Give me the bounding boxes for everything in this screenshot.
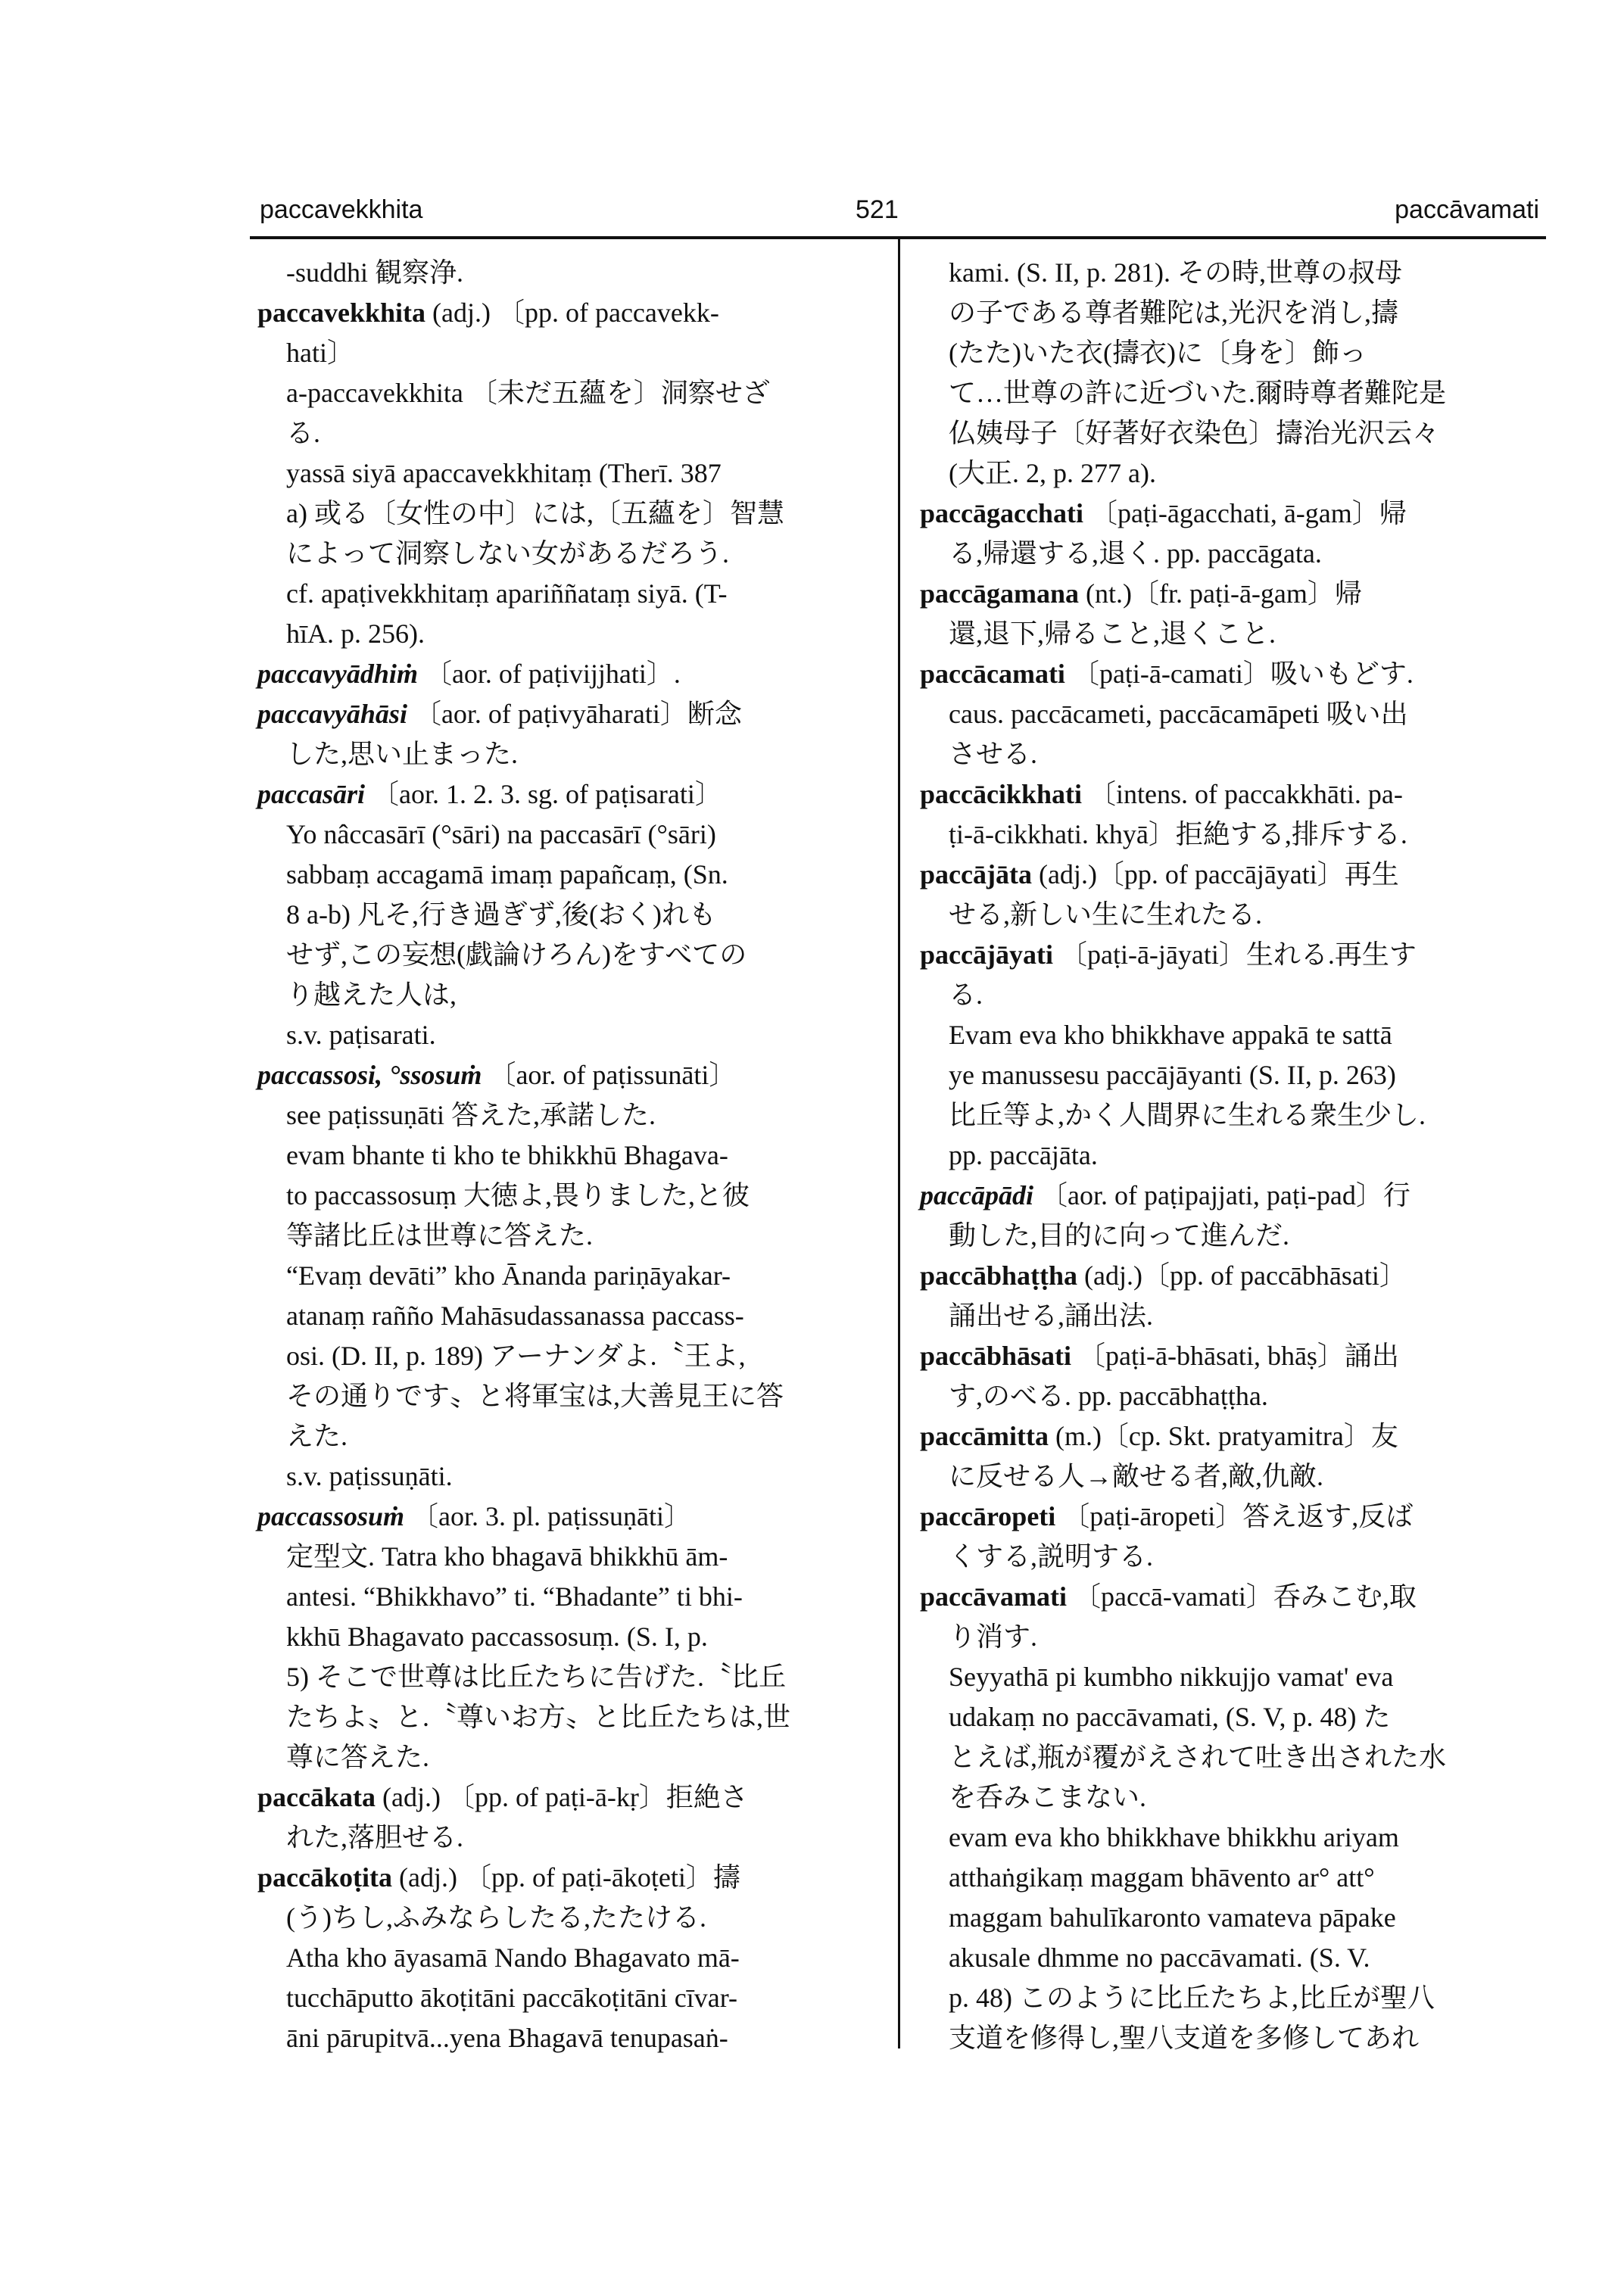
line-text: 〔paṭi-ā-jāyati〕生れる.再生す [1052, 939, 1417, 970]
headword: paccāgamana [920, 578, 1079, 609]
line-text: (う)ちし,ふみならしたる,たたける. [286, 1902, 706, 1933]
line-text: (adj.)〔pp. of paccājāyati〕再生 [1031, 859, 1399, 889]
line-text: 〔aor. of paṭissunāti〕 [482, 1060, 737, 1090]
line-text: 〔paccā-vamati〕呑みこむ,取 [1066, 1581, 1417, 1612]
text-line [920, 815, 1541, 855]
line-text: 8 a-b) 凡そ,行き過ぎず,後(おく)れも [286, 899, 716, 930]
line-text: kami. (S. II, p. 281). その時,世尊の叔母 [949, 257, 1402, 288]
line-text: atanaṃ rañño Mahāsudassanassa paccass- [286, 1301, 744, 1331]
line-text: to paccassosuṃ 大徳よ,畏りました,と彼 [286, 1180, 750, 1210]
line-text: udakaṃ no paccāvamati, (S. V, p. 48) た [949, 1702, 1391, 1732]
line-text: 誦出せる,誦出法. [949, 1301, 1154, 1331]
text-line [257, 413, 878, 453]
text-line [257, 494, 878, 534]
line-text: Atha kho āyasamā Nando Bhagavato mā- [286, 1943, 740, 1973]
text-line [920, 1617, 1541, 1657]
line-text: 〔aor. of paṭivyāharati〕断念 [407, 699, 742, 729]
line-text: (nt.)〔fr. paṭi-ā-gam〕帰 [1079, 578, 1362, 609]
line-text: 比丘等よ,かく人間界に生れる衆生少し. [949, 1100, 1426, 1130]
text-line [257, 373, 878, 413]
headword: paccājāyati [920, 939, 1053, 970]
text-line [920, 453, 1541, 494]
left-column [257, 253, 878, 2058]
text-line [257, 1376, 878, 1416]
line-text: s.v. paṭissuṇāti. [286, 1461, 453, 1491]
line-text: (たた)いた衣(擣衣)に〔身を〕飾っ [949, 338, 1367, 368]
text-line [257, 1737, 878, 1777]
line-text: 〔paṭi-āgacchati, ā-gam〕帰 [1083, 498, 1407, 528]
text-line [920, 1938, 1541, 1978]
line-text: 〔paṭi-ā-bhāsati, bhāṣ〕誦出 [1071, 1341, 1399, 1371]
headword: paccācikkhati [920, 779, 1083, 809]
text-line [257, 1577, 878, 1617]
entry-line [920, 1176, 1541, 1216]
entry-line [257, 293, 878, 333]
text-line [257, 1537, 878, 1577]
text-line [257, 1336, 878, 1376]
line-text: see paṭissuṇāti 答えた,承諾した. [286, 1100, 656, 1130]
line-text: hīA. p. 256). [286, 618, 425, 649]
headword: paccāvamati [920, 1581, 1067, 1612]
entry-line [920, 774, 1541, 815]
text-line [920, 2018, 1541, 2058]
text-line [920, 1898, 1541, 1938]
line-text: evam eva kho bhikkhave bhikkhu ariyam [949, 1822, 1399, 1852]
text-line [257, 574, 878, 614]
text-line [257, 1617, 878, 1657]
headword: paccājāta [920, 859, 1032, 889]
entry-line [920, 1577, 1541, 1617]
line-text: 〔paṭi-ā-camati〕吸いもどす. [1064, 659, 1414, 689]
text-line [920, 1737, 1541, 1777]
text-line [920, 1015, 1541, 1055]
line-text: せず,この妄想(戯論けろん)をすべての [286, 939, 747, 970]
line-text: ye manussesu paccājāyanti (S. II, p. 263) [949, 1060, 1396, 1090]
line-text: ṭi-ā-cikkhati. khyā〕拒絶する,排斥する. [949, 819, 1407, 849]
line-text: kkhū Bhagavato paccassosuṃ. (S. I, p. [286, 1622, 708, 1652]
text-line [920, 1858, 1541, 1898]
line-text: 尊に答えた. [286, 1742, 430, 1772]
line-text: a) 或る〔女性の中〕には,〔五蘊を〕智慧 [286, 498, 784, 528]
line-text: 5) そこで世尊は比丘たちに告げた.〝比丘 [286, 1662, 786, 1692]
line-text: Evam eva kho bhikkhave appakā te sattā [949, 1020, 1392, 1050]
line-text: を呑みこまない. [949, 1782, 1147, 1812]
text-line [257, 1296, 878, 1336]
headword: paccāmitta [920, 1421, 1049, 1451]
text-line [257, 1697, 878, 1737]
entry-line [257, 1497, 878, 1537]
text-line [257, 1657, 878, 1697]
text-line [920, 373, 1541, 413]
entry-line [920, 654, 1541, 694]
line-text: 等諸比丘は世尊に答えた. [286, 1220, 594, 1251]
line-text: 〔aor. 1. 2. 3. sg. of paṭisarati〕 [364, 779, 722, 809]
text-line [920, 1697, 1541, 1737]
line-text: pp. paccājāta. [949, 1140, 1098, 1170]
line-text: caus. paccācameti, paccācamāpeti 吸い出 [949, 699, 1408, 729]
text-line [920, 1095, 1541, 1136]
line-text: 支道を修得し,聖八支道を多修してあれ [949, 2023, 1420, 2053]
headword: paccāropeti [920, 1501, 1056, 1531]
headword: paccācamati [920, 659, 1065, 689]
headword: paccāgacchati [920, 498, 1083, 528]
headword: paccavekkhita [257, 298, 426, 328]
entry-line [257, 1055, 878, 1095]
text-line [920, 1657, 1541, 1697]
text-line [920, 1216, 1541, 1256]
line-text: s.v. paṭisarati. [286, 1020, 436, 1050]
text-line [920, 1456, 1541, 1497]
line-text: たちよ〟と.〝尊いお方〟と比丘たちは,世 [286, 1702, 791, 1732]
entry-line [257, 774, 878, 815]
text-line [257, 1978, 878, 2018]
entry-line [257, 1858, 878, 1898]
line-text: (adj.) 〔pp. of paccavekk- [425, 298, 719, 328]
line-text: させる. [949, 739, 1038, 769]
line-text: -suddhi 観察浄. [286, 257, 464, 288]
headword: paccābhāsati [920, 1341, 1072, 1371]
line-text: evam bhante ti kho te bhikkhū Bhagava- [286, 1140, 728, 1170]
text-line [920, 1055, 1541, 1095]
headword: paccākoṭita [257, 1862, 392, 1893]
line-text: yassā siyā apaccavekkhitaṃ (Therī. 387 [286, 458, 722, 488]
text-line [257, 895, 878, 935]
line-text: り消す. [949, 1622, 1038, 1652]
entry-line [920, 1416, 1541, 1456]
text-line [920, 413, 1541, 453]
headword: paccassosi, °ssosuṁ [257, 1060, 482, 1090]
text-line [257, 534, 878, 574]
line-text: āni pārupitvā...yena Bhagavā tenupasaṅ- [286, 2023, 728, 2053]
entry-line [920, 855, 1541, 895]
line-text: hati〕 [286, 338, 354, 368]
text-line [920, 975, 1541, 1015]
line-text: えた. [286, 1421, 348, 1451]
column-divider [898, 239, 900, 2048]
line-text: maggam bahulīkaronto vamateva pāpake [949, 1902, 1396, 1933]
text-line [257, 815, 878, 855]
text-line [920, 1537, 1541, 1577]
text-line [257, 1456, 878, 1497]
text-line [920, 1296, 1541, 1336]
entry-line [920, 1336, 1541, 1376]
text-line [257, 1938, 878, 1978]
entry-line [920, 1497, 1541, 1537]
line-text: くする,説明する. [949, 1541, 1154, 1572]
line-text: 定型文. Tatra kho bhagavā bhikkhū ām- [286, 1541, 728, 1572]
text-line [920, 1136, 1541, 1176]
text-line [257, 1818, 878, 1858]
line-text: a-paccavekkhita 〔未だ五蘊を〕洞察せざ [286, 378, 770, 408]
headword: paccābhaṭṭha [920, 1260, 1078, 1291]
line-text: 仏姨母子〔好著好衣染色〕擣治光沢云々 [949, 418, 1440, 448]
line-text: 還,退下,帰ること,退くこと. [949, 618, 1276, 649]
text-line [257, 975, 878, 1015]
headword: paccasāri [257, 779, 365, 809]
text-line [920, 333, 1541, 373]
entry-line [920, 494, 1541, 534]
line-text: せる,新しい生に生れたる. [949, 899, 1263, 930]
line-text: tucchāputto ākoṭitāni paccākoṭitāni cīvar- [286, 1983, 738, 2013]
text-line [257, 453, 878, 494]
headword: paccavyāhāsi [257, 699, 407, 729]
line-text: 〔aor. of paṭipajjati, paṭi-pad〕行 [1033, 1180, 1410, 1210]
text-line [257, 1416, 878, 1456]
line-text: る,帰還する,退く. pp. paccāgata. [949, 538, 1322, 569]
line-text: によって洞察しない女があるだろう. [286, 538, 730, 569]
line-text: る. [286, 418, 321, 448]
text-line [920, 895, 1541, 935]
entry-line [257, 694, 878, 734]
text-line [920, 293, 1541, 333]
text-line [257, 855, 878, 895]
line-text: p. 48) このように比丘たちよ,比丘が聖八 [949, 1983, 1435, 2013]
text-line [920, 1376, 1541, 1416]
line-text: “Evaṃ devāti” kho Ānanda pariṇāyakar- [286, 1260, 731, 1291]
text-line [257, 1898, 878, 1938]
text-line [920, 534, 1541, 574]
line-text: Yo nâccasārī (°sāri) na paccasārī (°sāri) [286, 819, 716, 849]
text-line [257, 1015, 878, 1055]
text-line [257, 1256, 878, 1296]
text-line [920, 1818, 1541, 1858]
line-text: (adj.) 〔pp. of paṭi-ākoṭeti〕擣 [391, 1862, 740, 1893]
entry-line [257, 654, 878, 694]
running-head-left: paccavekkhita [260, 195, 423, 224]
page-number: 521 [856, 195, 899, 224]
headword: paccāpādi [920, 1180, 1033, 1210]
line-text: cf. apaṭivekkhitaṃ apariññataṃ siyā. (T- [286, 578, 728, 609]
line-text: した,思い止まった. [286, 739, 519, 769]
line-text: Seyyathā pi kumbho nikkujjo vamat' eva [949, 1662, 1394, 1692]
headword: paccassosuṁ [257, 1501, 405, 1531]
line-text: り越えた人は, [286, 980, 457, 1010]
running-head-right: paccāvamati [1395, 195, 1539, 224]
line-text: 動した,目的に向って進んだ. [949, 1220, 1290, 1251]
line-text: (m.)〔cp. Skt. pratyamitra〕友 [1048, 1421, 1398, 1451]
line-text: sabbaṃ accagamā imaṃ papañcaṃ, (Sn. [286, 859, 728, 889]
line-text: atthaṅgikaṃ maggam bhāvento ar° att° [949, 1862, 1375, 1893]
text-line [920, 1978, 1541, 2018]
line-text: osi. (D. II, p. 189) アーナンダよ.〝王よ, [286, 1341, 746, 1371]
text-line [257, 1136, 878, 1176]
headword: paccavyādhiṁ [257, 659, 418, 689]
entry-line [257, 1777, 878, 1818]
text-line [257, 1216, 878, 1256]
line-text: の子である尊者難陀は,光沢を消し,擣 [949, 298, 1399, 328]
line-text: その通りです〟と将軍宝は,大善見王に答 [286, 1381, 784, 1411]
text-line [920, 253, 1541, 293]
text-line [257, 1095, 878, 1136]
line-text: れた,落胆せる. [286, 1822, 464, 1852]
line-text: に反せる人→敵せる者,敵,仇敵. [949, 1461, 1324, 1491]
text-line [257, 2018, 878, 2058]
line-text: 〔paṭi-āropeti〕答え返す,反ば [1055, 1501, 1414, 1531]
line-text: (adj.) 〔pp. of paṭi-ā-kṛ〕拒絶さ [376, 1782, 748, 1812]
line-text: る. [949, 980, 983, 1010]
line-text: 〔intens. of paccakkhāti. pa- [1082, 779, 1403, 809]
line-text: 〔aor. of paṭivijjhati〕. [417, 659, 681, 689]
text-line [920, 734, 1541, 774]
line-text: (大正. 2, p. 277 a). [949, 458, 1156, 488]
text-line [920, 694, 1541, 734]
headword: paccākata [257, 1782, 376, 1812]
line-text: akusale dhmme no paccāvamati. (S. V. [949, 1943, 1370, 1973]
text-line [920, 1777, 1541, 1818]
entry-line [920, 935, 1541, 975]
line-text: とえば,瓶が覆がえされて吐き出された水 [949, 1742, 1447, 1772]
text-line [257, 935, 878, 975]
entry-line [920, 1256, 1541, 1296]
text-line [257, 333, 878, 373]
line-text: antesi. “Bhikkhavo” ti. “Bhadante” ti bhi- [286, 1581, 743, 1612]
line-text: 〔aor. 3. pl. paṭissuṇāti〕 [404, 1501, 691, 1531]
line-text: て…世尊の許に近づいた.爾時尊者難陀是 [949, 378, 1447, 408]
right-column [920, 253, 1541, 2058]
text-line [257, 734, 878, 774]
text-line [257, 1176, 878, 1216]
text-line [257, 253, 878, 293]
line-text: (adj.)〔pp. of paccābhāsati〕 [1077, 1260, 1407, 1291]
text-line [257, 614, 878, 654]
text-line [920, 614, 1541, 654]
entry-line [920, 574, 1541, 614]
line-text: す,のべる. pp. paccābhaṭṭha. [949, 1381, 1268, 1411]
